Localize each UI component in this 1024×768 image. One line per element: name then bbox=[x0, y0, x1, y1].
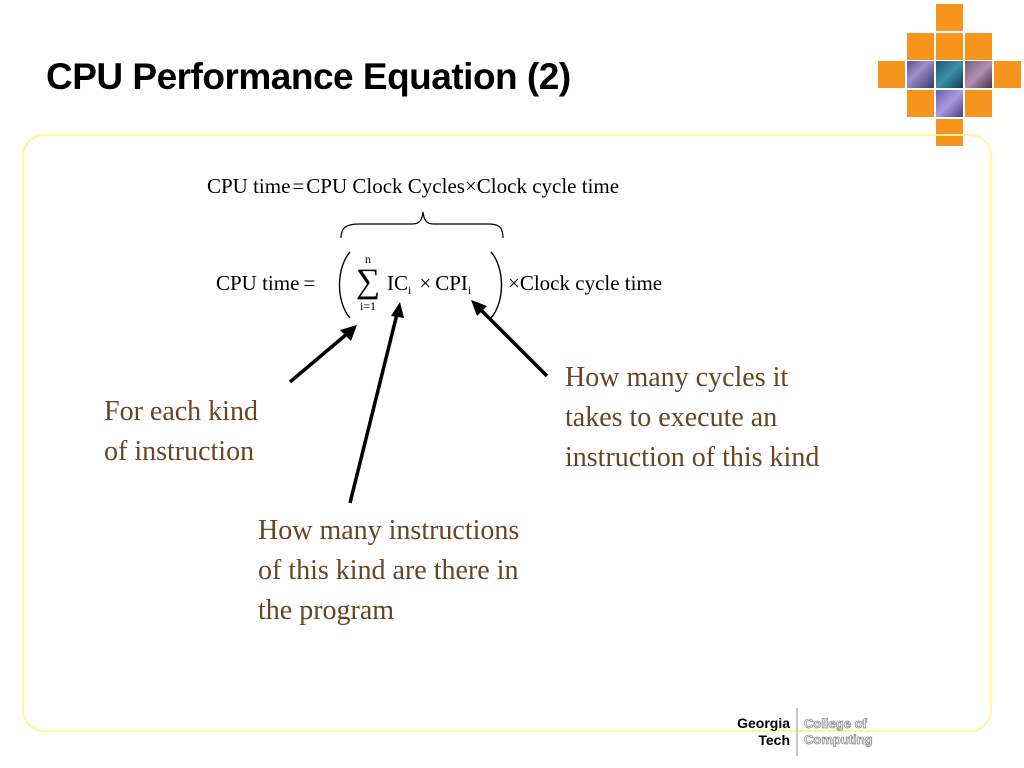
sum-lower-limit: i=1 bbox=[359, 299, 377, 313]
ic-term: IC bbox=[387, 271, 408, 295]
annotation-for-each-kind bbox=[104, 392, 258, 472]
times-operator: × bbox=[508, 271, 520, 295]
cpi-term: CPI bbox=[435, 271, 468, 295]
logo-line: College of bbox=[804, 716, 867, 731]
sum-symbol: ∑ bbox=[355, 263, 381, 300]
times-operator: × bbox=[419, 271, 432, 295]
ic-subscript: i bbox=[408, 283, 412, 297]
slide-title: CPU Performance Equation (2) bbox=[46, 56, 571, 97]
logo-line: Georgia bbox=[737, 715, 790, 731]
arrow-how-many-instructions bbox=[350, 302, 404, 503]
equation-top-times: × bbox=[464, 174, 477, 198]
arrow-for-each-kind bbox=[290, 325, 357, 382]
annotation-how-many-instructions bbox=[258, 511, 519, 631]
annotation-line: of this kind are there in bbox=[258, 555, 519, 586]
annotation-how-many-cycles bbox=[565, 358, 819, 478]
annotation-line: of instruction bbox=[104, 436, 255, 467]
annotation-line: the program bbox=[258, 595, 395, 626]
right-paren bbox=[491, 252, 502, 318]
arrow-how-many-cycles bbox=[471, 300, 547, 376]
equation-top-lhs: CPU time bbox=[207, 174, 291, 198]
curly-brace bbox=[341, 212, 503, 238]
logo-georgia-tech bbox=[724, 706, 794, 758]
cpi-subscript: i bbox=[467, 283, 472, 297]
equation-top-equals: = bbox=[292, 174, 305, 198]
equation-top-term1: CPU Clock Cycles bbox=[306, 174, 465, 198]
annotation-line: takes to execute an bbox=[565, 402, 778, 433]
annotation-line: How many cycles it bbox=[565, 362, 789, 393]
equation-bottom-term2: Clock cycle time bbox=[519, 271, 663, 295]
sum-upper-limit: n bbox=[365, 252, 371, 266]
logo-line: Computing bbox=[804, 732, 873, 747]
logo-divider bbox=[796, 708, 798, 756]
annotation-line: For each kind bbox=[104, 396, 258, 427]
left-paren bbox=[340, 252, 351, 318]
georgia-tech-logo bbox=[724, 706, 888, 758]
annotation-line: instruction of this kind bbox=[565, 442, 820, 473]
equation-bottom-equals: = bbox=[303, 271, 316, 295]
logo-line: Tech bbox=[758, 732, 790, 748]
equation-top-term2: Clock cycle time bbox=[476, 174, 620, 198]
logo-college-of-computing bbox=[804, 706, 873, 758]
annotation-line: How many instructions bbox=[258, 515, 520, 546]
equation-bottom-lhs: CPU time bbox=[216, 271, 300, 295]
